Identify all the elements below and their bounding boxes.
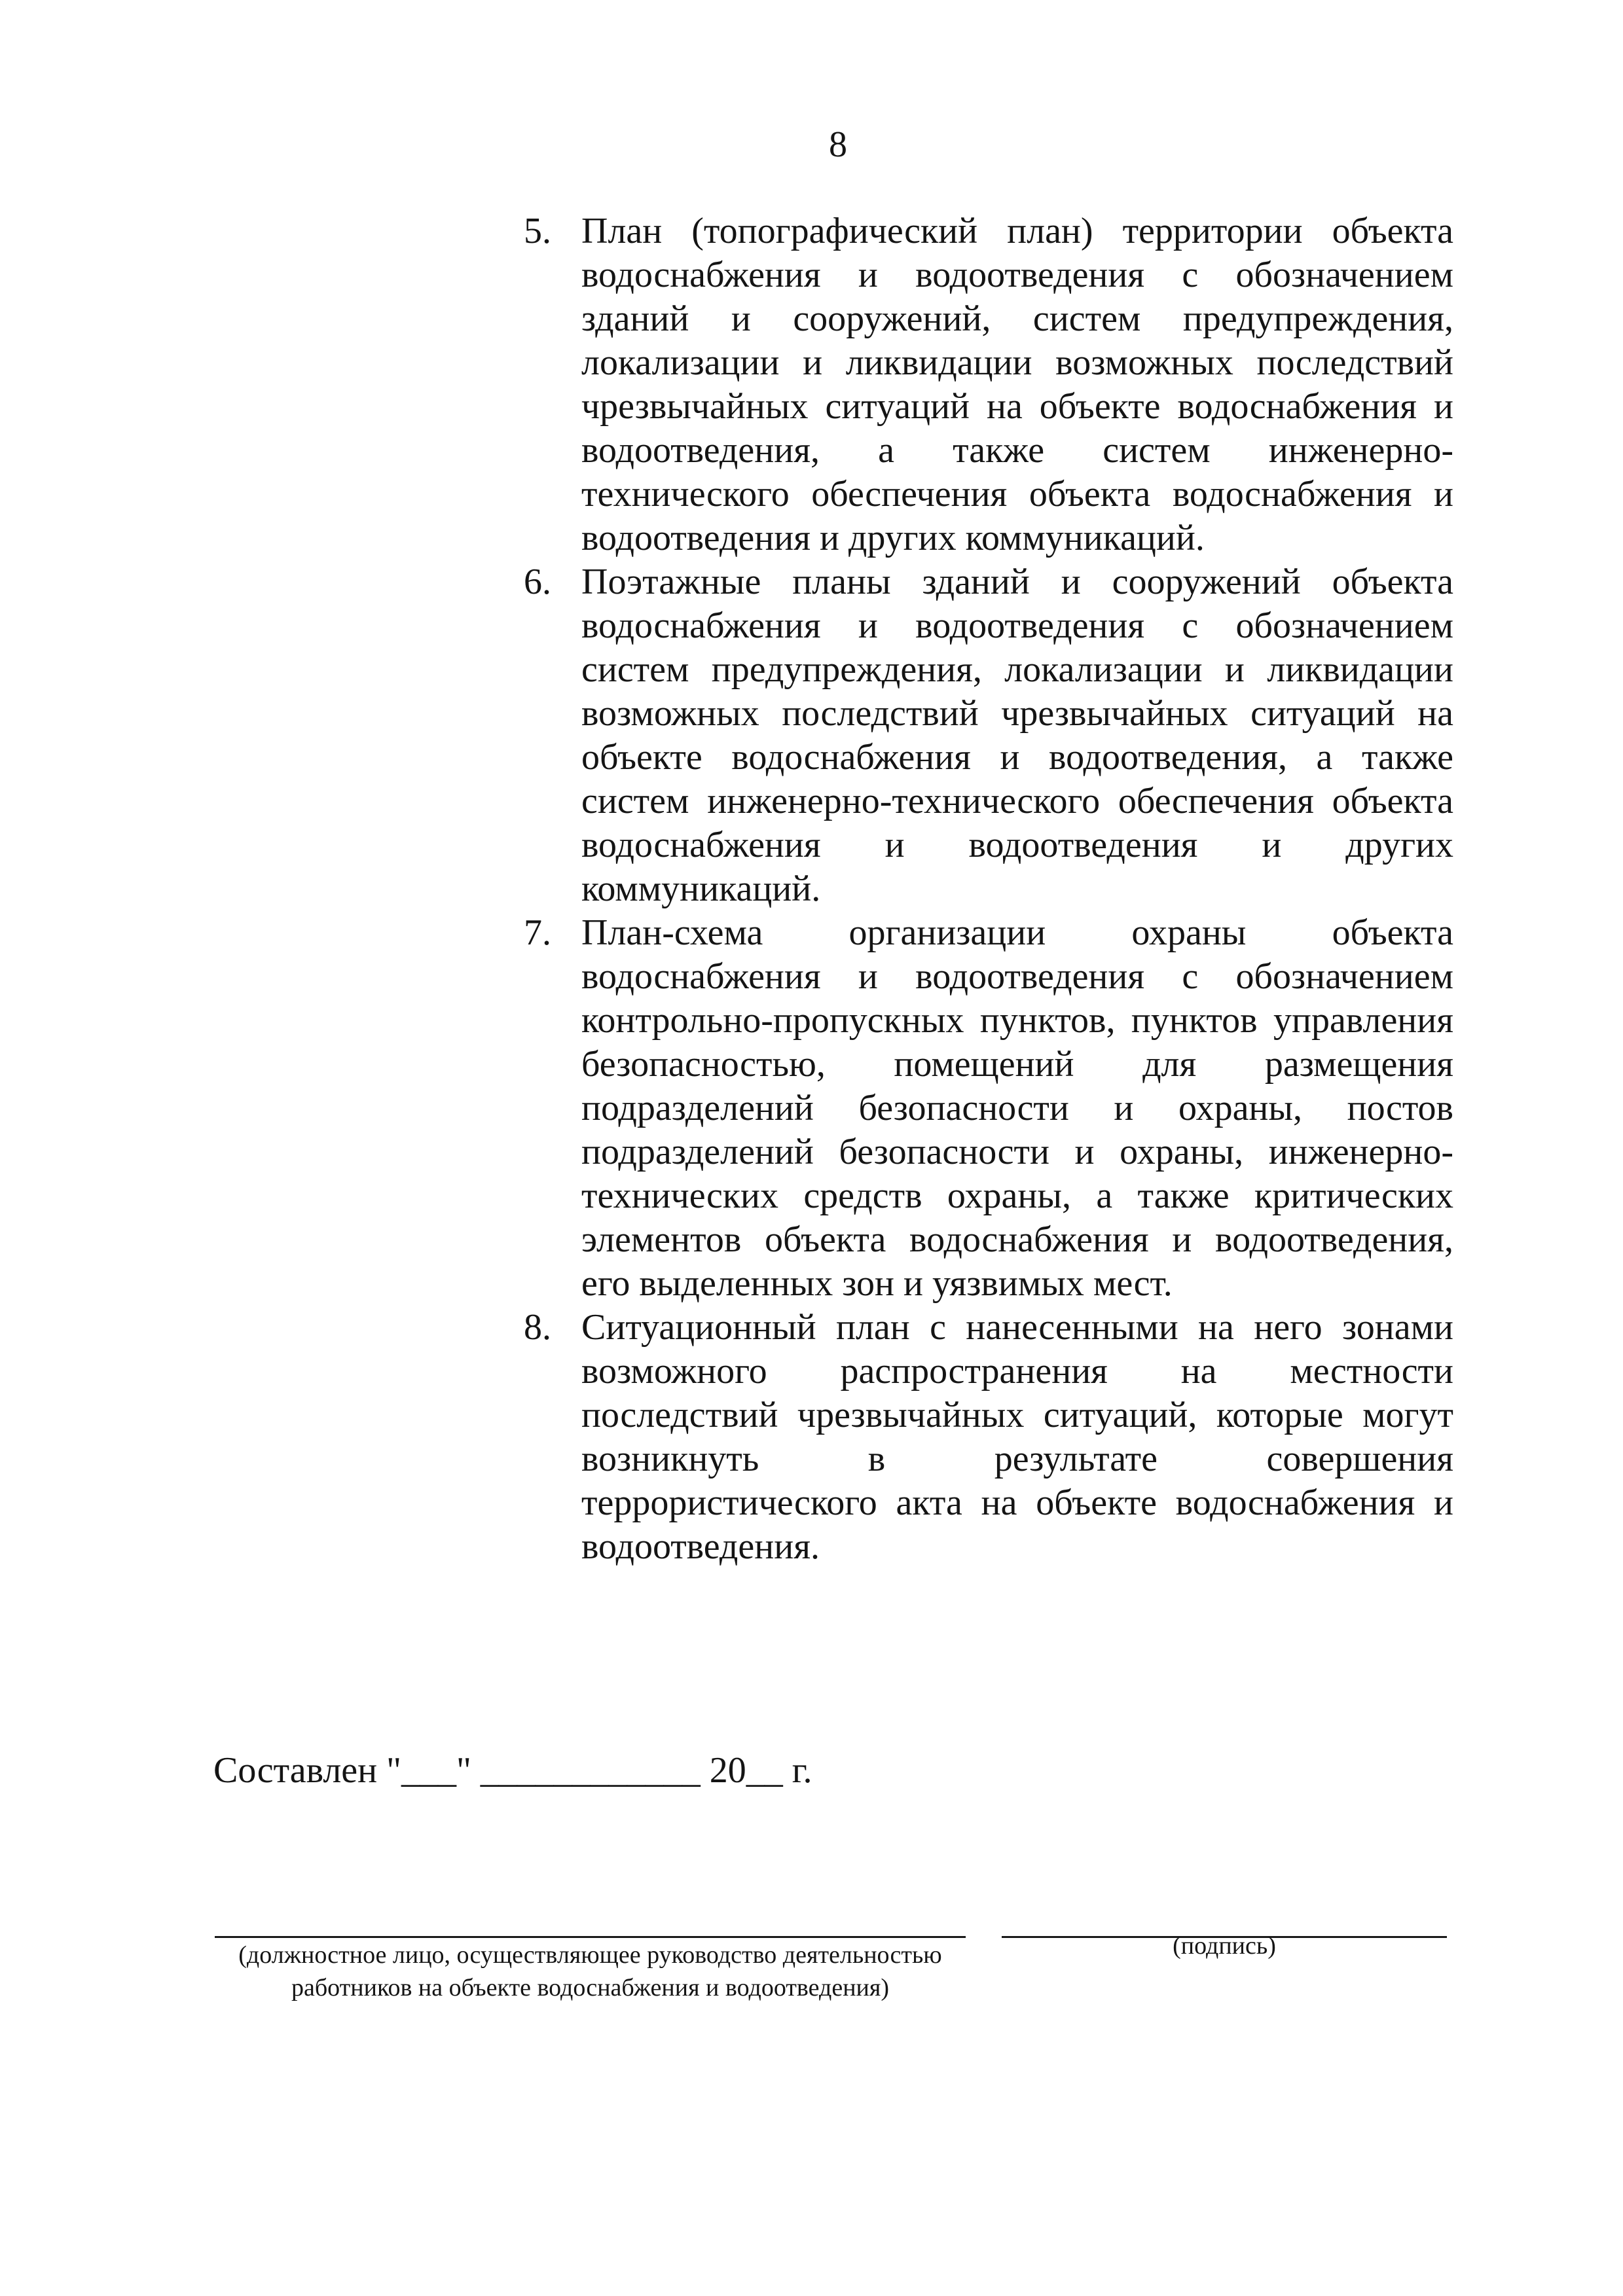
- list-item-7: [524, 911, 1453, 1306]
- list-item-6: [524, 560, 1453, 911]
- list-item-8: [524, 1306, 1453, 1569]
- list-item-text: Поэтажные планы зданий и сооружений объекта водоснабжения и водоотведения с обозначением систем предупреждения, локализации и ликвидации возможных последствий чрезвычайных ситуаций на объекте водоснабжения и водоотведения, а также систем инженерно-технического обеспечения объекта водоснабжения и водоотведения и других коммуникаций.: [581, 562, 1453, 909]
- list-item-5: [524, 209, 1453, 560]
- documents-list: [524, 209, 1453, 1569]
- list-item-number: 5.: [524, 211, 551, 251]
- list-item-number: 7.: [524, 912, 551, 953]
- page-number: 8: [829, 124, 847, 165]
- official-caption: (должностное лицо, осуществляющее руководство деятельностью работников на объекте водоснабжения и водоотведения): [238, 1941, 942, 2001]
- list-item-number: 6.: [524, 562, 551, 602]
- list-item-text: План (топографический план) территории объекта водоснабжения и водоотведения с обозначением зданий и сооружений, систем предупреждения, локализации и ликвидации возможных последствий чрезвычайных ситуаций на объекте водоснабжения и водоотведения, а также систем инженерно-технического обеспечения объекта водоснабжения и водоотведения и других коммуникаций.: [581, 211, 1453, 558]
- signature-caption: (подпись): [1173, 1932, 1276, 1960]
- list-item-text: Ситуационный план с нанесенными на него зонами возможного распространения на местности последствий чрезвычайных ситуаций, которые могут возникнуть в результате совершения террористического акта на объекте водоснабжения и водоотведения.: [581, 1307, 1453, 1567]
- compiled-date-line: Составлен "___" ____________ 20__ г.: [213, 1750, 812, 1791]
- official-signature-line: [215, 1936, 966, 1938]
- list-item-text: План-схема организации охраны объекта водоснабжения и водоотведения с обозначением контрольно-пропускных пунктов, пунктов управления безопасностью, помещений для размещения подразделений безопасности и охраны, постов подразделений безопасности и охраны, инженерно-технических средств охраны, а также критических элементов объекта водоснабжения и водоотведения, его выделенных зон и уязвимых мест.: [581, 912, 1453, 1304]
- list-item-number: 8.: [524, 1307, 551, 1348]
